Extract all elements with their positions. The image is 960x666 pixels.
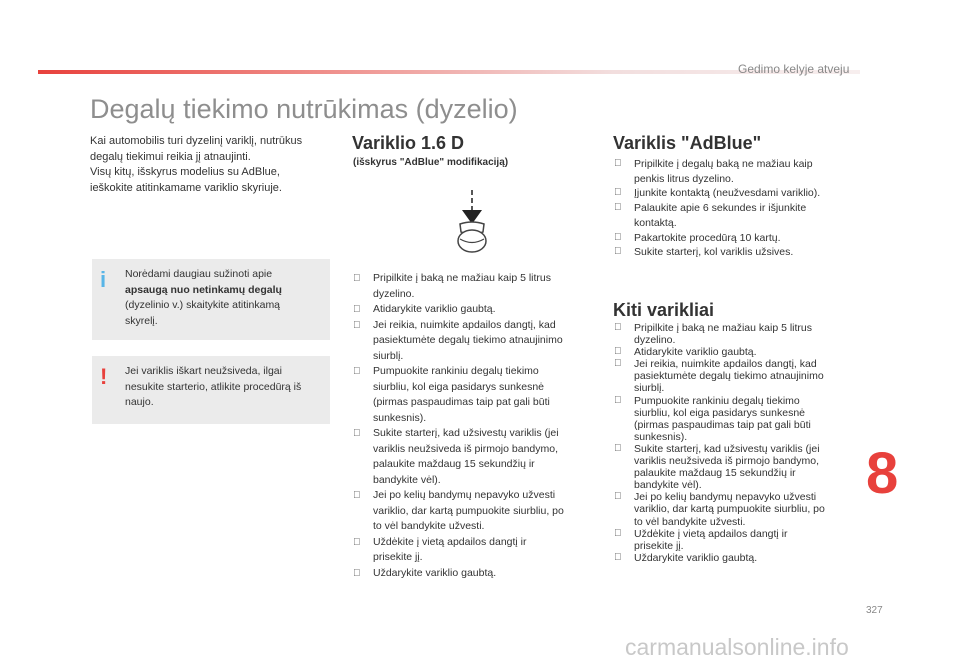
warning-note-text	[125, 364, 325, 411]
checkbox-bullet-icon	[614, 346, 622, 358]
warning-note-line: nesukite starterio, atlikite procedūrą iš	[125, 380, 302, 393]
step-item: Sukite starterį, kad užsivestų variklis (jei variklis neužsiveda iš pirmojo bandymo, palaukite maždaug 15 sekundžių ir bandykite vėl).	[353, 426, 583, 488]
info-note-line: Norėdami daugiau sužinoti apie	[125, 268, 273, 280]
warning-icon: !	[100, 364, 108, 389]
warning-note-line: Jei variklis iškart neužsiveda, ilgai	[125, 365, 282, 377]
step-item: Atidarykite variklio gaubtą.	[353, 302, 583, 318]
heading-adblue: Variklis "AdBlue"	[613, 133, 762, 153]
heading-1-6d: Variklio 1.6 D	[352, 133, 465, 153]
heading-other-engines: Kiti varikliai	[613, 300, 715, 320]
checkbox-bullet-icon	[353, 271, 361, 287]
checkbox-bullet-icon	[353, 488, 361, 504]
checkbox-bullet-icon	[353, 364, 361, 380]
step-item: Sukite starterį, kol variklis užsives.	[614, 245, 854, 260]
checkbox-bullet-icon	[614, 186, 622, 201]
warning-note-line: naujo.	[125, 396, 154, 408]
step-item: Jei reikia, nuimkite apdailos dangtį, kad pasiektumėte degalų tiekimo atnaujinimo siurblį.	[353, 318, 583, 365]
checkbox-bullet-icon	[353, 426, 361, 442]
step-item: Pumpuokite rankiniu degalų tiekimo siurbliu, kol eiga pasidarys sunkesnė (pirmas paspaudimas taip pat gali būti sunkesnis).	[614, 395, 854, 443]
intro-line: Visų kitų, išskyrus modelius su AdBlue,	[90, 166, 280, 178]
step-item: Atidarykite variklio gaubtą.	[614, 346, 854, 358]
step-item: Jei po kelių bandymų nepavyko užvesti variklio, dar kartą pumpuokite siurbliu, po to vėl bandykite užvesti.	[353, 488, 583, 535]
info-note-text	[125, 267, 325, 329]
warning-note-box	[92, 356, 330, 424]
section-title: Gedimo kelyje atveju	[738, 62, 850, 76]
checkbox-bullet-icon	[614, 322, 622, 334]
intro-text	[90, 134, 330, 196]
step-item: Sukite starterį, kad užsivestų variklis (jei variklis neužsiveda iš pirmojo bandymo, palaukite maždaug 15 sekundžių ir bandykite vėl).	[614, 443, 854, 491]
header-red-bar	[38, 70, 860, 74]
checkbox-bullet-icon	[353, 318, 361, 334]
info-icon: i	[100, 267, 107, 292]
step-item: Pripilkite į baką ne mažiau kaip 5 litrus dyzelino.	[614, 322, 854, 346]
info-note-line: skyrelį.	[125, 314, 158, 327]
step-item: Jei po kelių bandymų nepavyko užvesti variklio, dar kartą pumpuokite siurbliu, po to vėl bandykite užvesti.	[614, 491, 854, 527]
step-item: Uždarykite variklio gaubtą.	[353, 566, 583, 582]
step-item: Pripilkite į baką ne mažiau kaip 5 litrus dyzelino.	[353, 271, 583, 302]
checkbox-bullet-icon	[353, 566, 361, 582]
intro-line: Kai automobilis turi dyzelinį variklį, nutrūkus	[90, 135, 303, 147]
checkbox-bullet-icon	[614, 395, 622, 407]
intro-line: degalų tiekimui reikia jį atnaujinti.	[90, 150, 251, 163]
checkbox-bullet-icon	[614, 491, 622, 503]
step-item: Jei reikia, nuimkite apdailos dangtį, kad pasiektumėte degalų tiekimo atnaujinimo siurblį.	[614, 358, 854, 394]
checkbox-bullet-icon	[614, 552, 622, 564]
checkbox-bullet-icon	[353, 302, 361, 318]
checkbox-bullet-icon	[614, 443, 622, 455]
info-note-line: (dyzelinio v.) skaitykite atitinkamą	[125, 299, 281, 311]
chapter-number: 8	[866, 441, 899, 506]
step-item: Pakartokite procedūrą 10 kartų.	[614, 231, 854, 246]
step-item: Palaukite apie 6 sekundes ir išjunkite kontaktą.	[614, 201, 854, 230]
page-number: 327	[866, 605, 883, 616]
step-item: Uždėkite į vietą apdailos dangtį ir prisekite jį.	[353, 535, 583, 566]
watermark: carmanualsonline.info	[625, 634, 849, 660]
step-item: Pumpuokite rankiniu degalų tiekimo siurbliu, kol eiga pasidarys sunkesnė (pirmas paspaudimas taip pat gali būti sunkesnis).	[353, 364, 583, 426]
steps-list-adblue	[614, 157, 854, 260]
checkbox-bullet-icon	[614, 157, 622, 172]
step-item: Uždėkite į vietą apdailos dangtį ir prisekite jį.	[614, 528, 854, 552]
step-item: Uždarykite variklio gaubtą.	[614, 552, 854, 564]
checkbox-bullet-icon	[614, 231, 622, 246]
checkbox-bullet-icon	[614, 201, 622, 216]
priming-pump-icon	[450, 188, 494, 258]
checkbox-bullet-icon	[614, 528, 622, 540]
step-item: Pripilkite į degalų baką ne mažiau kaip penkis litrus dyzelino.	[614, 157, 854, 186]
steps-list-other	[614, 322, 854, 564]
checkbox-bullet-icon	[353, 535, 361, 551]
steps-list-1-6d	[353, 271, 583, 581]
info-note-box	[92, 259, 330, 340]
checkbox-bullet-icon	[614, 245, 622, 260]
step-item: Įjunkite kontaktą (neužvesdami variklio).	[614, 186, 854, 201]
subtitle-1-6d: (išskyrus "AdBlue" modifikaciją)	[353, 157, 509, 168]
page-title: Degalų tiekimo nutrūkimas (dyzelio)	[90, 94, 518, 124]
intro-line: ieškokite atitinkamame variklio skyriuje.	[90, 181, 282, 194]
info-note-bold-line: apsaugą nuo netinkamų degalų	[125, 283, 282, 296]
checkbox-bullet-icon	[614, 358, 622, 370]
